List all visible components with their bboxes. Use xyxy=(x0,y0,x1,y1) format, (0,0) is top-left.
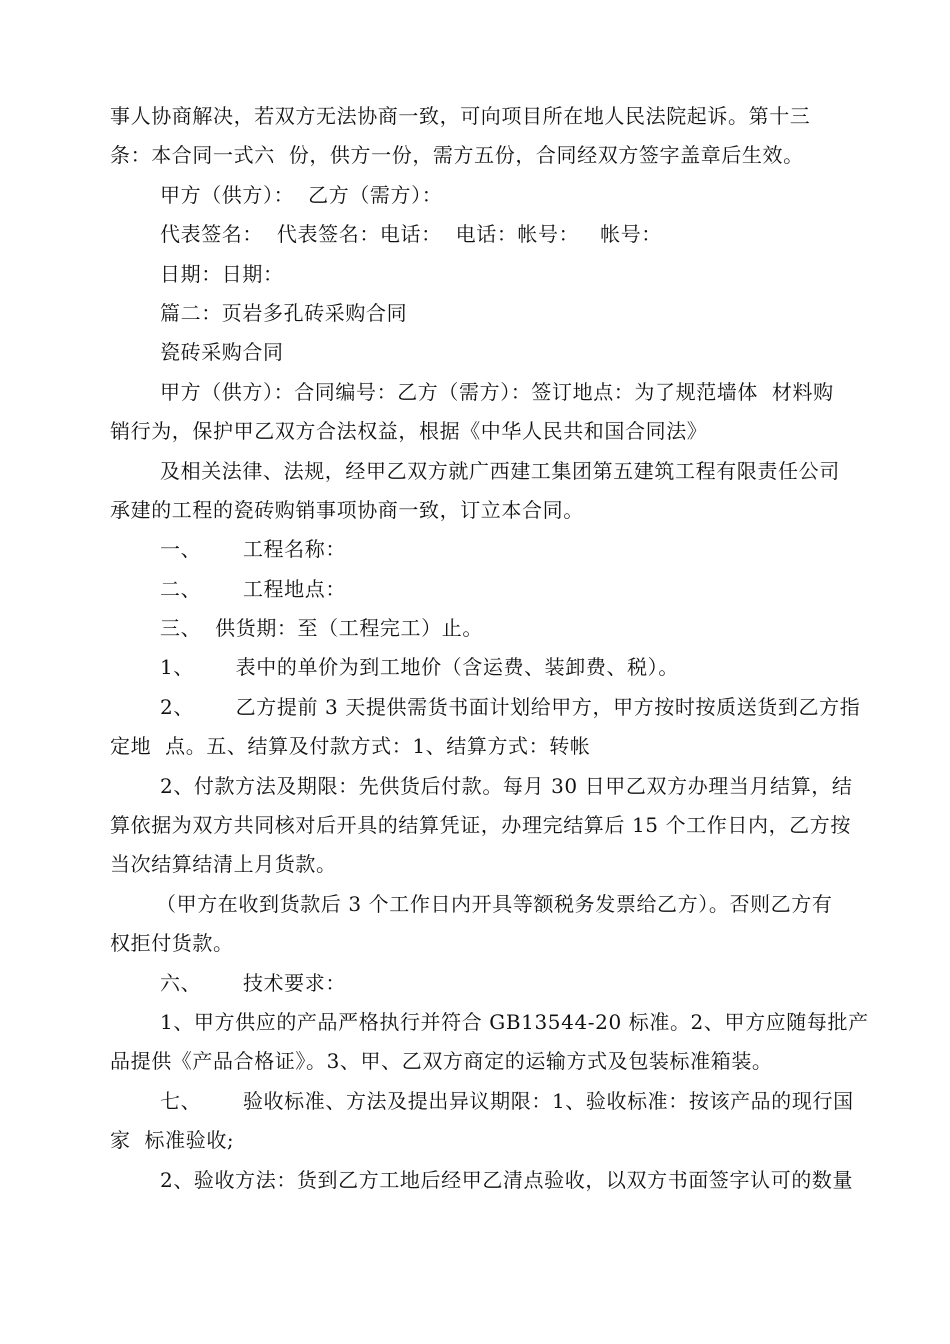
clause-item: 1、甲方供应的产品严格执行并符合 GB13544-20 标准。2、甲方应随每批产 xyxy=(160,1009,869,1034)
text-line: 甲方（供方）：合同编号：乙方（需方）：签订地点：为了规范墙体 材料购 xyxy=(160,379,834,404)
document-body xyxy=(110,97,869,1200)
text-line: 品提供《产品合格证》。3、甲、乙双方商定的运输方式及包装标准箱装。 xyxy=(110,1049,773,1074)
clause-item: 2、付款方法及期限：先供货后付款。每月 30 日甲乙双方办理当月结算，结 xyxy=(160,773,853,798)
text-line: （甲方在收到货款后 3 个工作日内开具等额税务发票给乙方）。否则乙方有 xyxy=(156,891,833,916)
section-heading: 篇二：页岩多孔砖采购合同 xyxy=(160,300,408,325)
text-line: 承建的工程的瓷砖购销事项协商一致，订立本合同。 xyxy=(110,497,584,522)
text-line: 权拒付货款。 xyxy=(110,931,234,956)
clause-item: 六、 技术要求： xyxy=(160,970,346,995)
text-line: 算依据为双方共同核对后开具的结算凭证，办理完结算后 15 个工作日内，乙方按 xyxy=(110,813,851,838)
clause-item: 1、 表中的单价为到工地价（含运费、装卸费、税）。 xyxy=(160,655,679,680)
clause-item: 2、 乙方提前 3 天提供需货书面计划给甲方，甲方按时按质送货到乙方指 xyxy=(160,694,861,719)
clause-item: 七、 验收标准、方法及提出异议期限：1、验收标准：按该产品的现行国 xyxy=(160,1088,854,1113)
text-line: 及相关法律、法规，经甲乙双方就广西建工集团第五建筑工程有限责任公司 xyxy=(160,458,840,483)
clause-item: 2、验收方法：货到乙方工地后经甲乙清点验收，以双方书面签字认可的数量 xyxy=(160,1167,854,1192)
signature-date-line: 日期：日期： xyxy=(160,261,284,286)
signature-party-line: 甲方（供方）： 乙方（需方）： xyxy=(160,182,443,207)
text-line: 销行为，保护甲乙双方合法权益，根据《中华人民共和国合同法》 xyxy=(110,419,708,444)
signature-contact-line: 代表签名： 代表签名：电话： 电话：帐号： 帐号： xyxy=(160,222,662,247)
text-line: 家 标准验收; xyxy=(110,1128,235,1153)
clause-item: 一、 工程名称： xyxy=(160,537,346,562)
text-line: 当次结算结清上月货款。 xyxy=(110,852,337,877)
clause-item: 二、 工程地点： xyxy=(160,576,346,601)
clause-item: 三、 供货期：至（工程完工）止。 xyxy=(160,616,483,641)
contract-title: 瓷砖采购合同 xyxy=(160,340,284,365)
text-line: 条：本合同一式六 份，供方一份，需方五份，合同经双方签字盖章后生效。 xyxy=(110,143,804,168)
text-line: 事人协商解决，若双方无法协商一致，可向项目所在地人民法院起诉。第十三 xyxy=(110,104,811,128)
text-line: 定地 点。五、结算及付款方式：1、结算方式：转帐 xyxy=(110,734,591,759)
